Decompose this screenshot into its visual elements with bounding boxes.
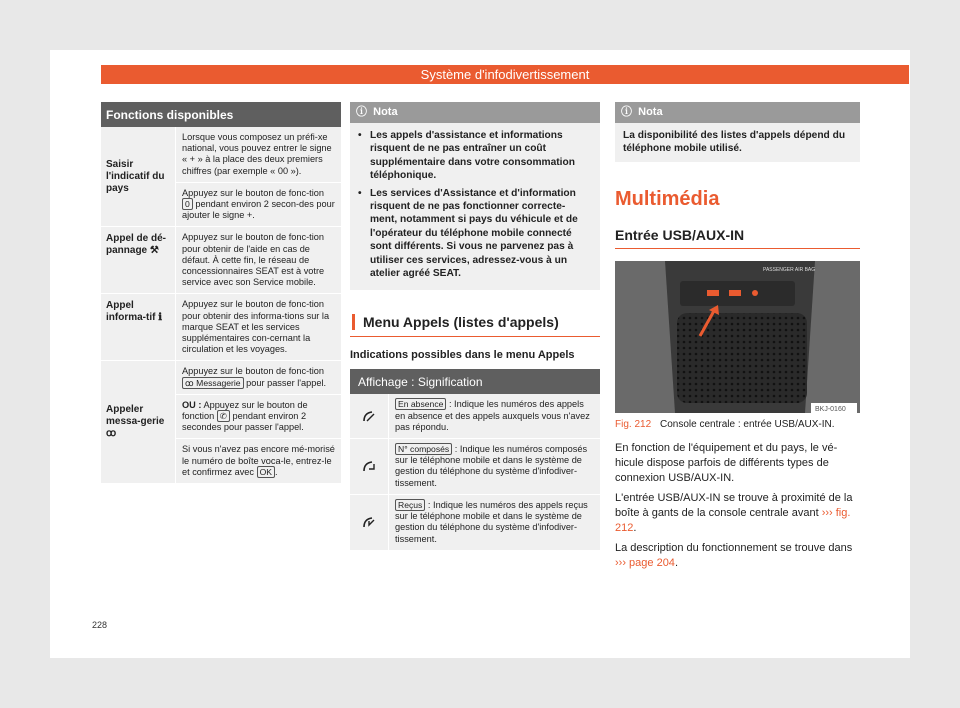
note-header: ⓘ Nota — [615, 102, 860, 123]
zero-key: 0 — [182, 198, 193, 210]
page-header: Système d'infodivertissement — [101, 65, 909, 84]
dialed-key: N° composés — [395, 443, 452, 455]
note-bullet: • Les appels d'assistance et informations risquent de ne pas entraîner un coût supplémentaire dans votre consommation téléphonique. — [358, 130, 575, 182]
table-row — [101, 294, 341, 361]
missed-key: En absence — [395, 398, 446, 410]
table-row — [101, 361, 341, 484]
table-row: Reçus : Indique les numéros des appels reçus sur le téléphone mobile et dans le système de gestion du téléphone du système d'infodiver-tissement. — [350, 495, 600, 551]
console-photo — [615, 261, 860, 413]
table-row — [101, 227, 341, 294]
received-key: Reçus — [395, 499, 425, 511]
figure-link[interactable]: ››› fig. 212 — [615, 506, 851, 534]
note-header: ⓘ Nota — [350, 102, 600, 123]
info-icon: ⓘ — [621, 106, 632, 118]
note-bullet: • Les services d'Assistance et d'information risquent de ne pas fonctionner correcte-ment, notamment si pays du véhicule et de l'opérateur du téléphone mobile connecté sont différents. Si vous ne parvenez pas à utiliser ces services, adressez-vous à un atelier agréé SEAT. — [358, 187, 578, 280]
ok-key: OK — [257, 466, 275, 478]
calls-table — [350, 369, 600, 550]
row-label: Saisir l'indicatif du pays — [106, 158, 165, 194]
missed-call-icon — [350, 394, 388, 438]
figure-caption: Fig. 212 Console centrale : entrée USB/AUX-IN. — [615, 418, 835, 430]
row-cell: OU : Appuyez sur le bouton de fonction ✆ pendant environ 2 secondes pour passer l'appel. — [176, 395, 341, 440]
row-cell: Lorsque vous composez un préfi-xe national, vous pouvez entrer le signe « + » à la place des deux premiers chiffres (par exemple « 00 »). — [176, 127, 341, 183]
note-box — [615, 102, 860, 162]
table-row: En absence : Indique les numéros des appels en absence et des appels auxquels vous n'avez pas répondu. — [350, 394, 600, 439]
row-label: Appel informa-tif ℹ — [106, 300, 163, 324]
page — [50, 50, 910, 658]
voicemail-icon: ꝏ — [106, 428, 117, 440]
functions-table — [101, 102, 341, 484]
row-label: Appeler messa-gerie ꝏ — [106, 404, 165, 440]
section-heading: Menu Appels (listes d'appels) — [350, 314, 600, 337]
row-cell: Appuyez sur le bouton de fonc-tion pour obtenir de l'aide en cas de défaut. À cette fin, le réseau de concessionnaires SEAT est à votre service avec son Service mobile. — [182, 232, 325, 288]
row-cell: Appuyez sur le bouton de fonc-tion 0 pendant environ 2 secon-des pour ajouter le signe +. — [182, 187, 335, 221]
row-cell: Appuyez sur le bouton de fonc-tion pour obtenir des informa-tions sur la marque SEAT et les services supplémentaires con-cernant la circulation et les voyages. — [182, 299, 330, 355]
table-title: Fonctions disponibles — [101, 102, 341, 127]
intro-text: Indications possibles dans le menu Appels — [350, 349, 575, 362]
row-cell: Si vous n'avez pas encore mé-morisé le numéro de boîte voca-le, entrez-le et confirmez avec OK . — [182, 444, 335, 477]
messagerie-key: ꝏ Messagerie — [182, 377, 244, 389]
table-row — [101, 127, 341, 227]
note-text: La disponibilité des listes d'appels dépend du téléphone mobile utilisé. — [623, 130, 846, 155]
page-number: 228 — [92, 620, 108, 630]
wrench-icon: ⚒ — [149, 245, 159, 257]
paragraph: En fonction de l'équipement et du pays, le vé-hicule dispose parfois de différents types de connexion USB/AUX-IN. — [615, 441, 838, 484]
phone-key-icon: ✆ — [217, 410, 230, 422]
table-title: Affichage : Signification — [350, 369, 600, 394]
chapter-title: Multimédia — [615, 187, 720, 210]
page-link[interactable]: ››› page 204 — [615, 556, 675, 569]
photo-code: BKJ-0160 — [815, 405, 846, 413]
paragraph: La description du fonctionnement se trouve dans ››› page 204. — [615, 541, 853, 569]
outgoing-call-icon — [350, 439, 388, 494]
section-heading: Entrée USB/AUX-IN — [615, 227, 860, 249]
airbag-label: PASSENGER AIR BAG — [763, 266, 816, 273]
note-box — [350, 102, 600, 290]
row-cell: Appuyez sur le bouton de fonc-tion ꝏ Messagerie pour passer l'appel. — [176, 361, 341, 394]
incoming-call-icon — [350, 495, 388, 550]
info-icon: ⓘ — [356, 106, 367, 118]
info-icon: ℹ — [158, 312, 163, 324]
table-row: N° composés : Indique les numéros composés sur le téléphone mobile et dans le système de gestion du téléphone du système d'infodiver-tissement. — [350, 439, 600, 495]
paragraph: L'entrée USB/AUX-IN se trouve à proximité de la boîte à gants de la console centrale avant ››› fig. 212. — [615, 491, 853, 534]
row-label: Appel de dé-pannage ⚒ — [106, 233, 167, 257]
